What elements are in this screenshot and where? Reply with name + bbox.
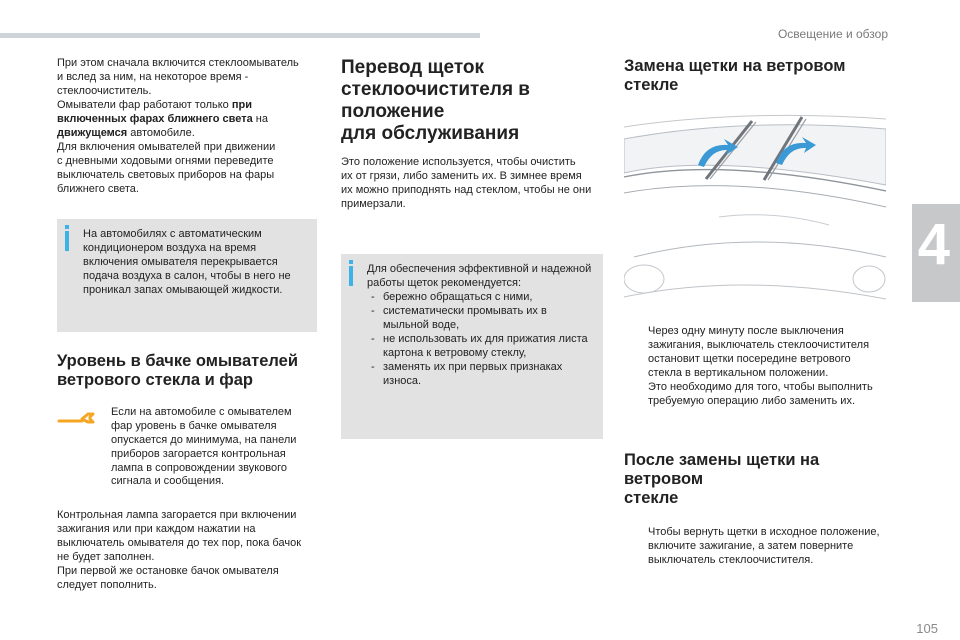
- paragraph-drl: Для включения омывателей при движении с дневными ходовыми огнями переведите выключатель световых приборов на фары ближнего света.: [57, 140, 276, 195]
- header-bar: [0, 33, 480, 38]
- wrench-icon: [57, 408, 97, 428]
- info-icon: [65, 231, 69, 251]
- recommendations-list: [367, 291, 593, 389]
- column-middle: [341, 57, 603, 439]
- info-box-climate: [57, 219, 317, 332]
- list-item: - систематически промывать их в мыльной воде,: [367, 305, 593, 333]
- list-item: - заменять их при первых признаках износа.: [367, 361, 593, 389]
- paragraph: При этом сначала включится стеклоомыватель и вслед за ним, на некоторое время - стеклоочиститель. Омыватели фар работают только при включенных фарах ближнего света на движущемся автомобиле.: [57, 57, 299, 139]
- info-icon: [349, 266, 353, 286]
- after-steps: [624, 526, 886, 568]
- warning-block: [57, 406, 317, 490]
- section-heading-service-position: Перевод щеток стеклоочистителя в положение для обслуживания: [341, 57, 530, 144]
- info-box-wipers: [341, 254, 603, 439]
- page-number: 105: [916, 621, 938, 636]
- list-item: Через одну минуту после выключения зажигания, выключатель стеклоочистителя остановит щетки посередине ветрового стекла в вертикальном положении.: [648, 324, 870, 379]
- list-item: Это необходимо для того, чтобы выполнить требуемую операцию либо заменить их.: [648, 380, 873, 407]
- chapter-number: 4: [917, 212, 950, 277]
- warning-text: Если на автомобиле с омывателем фар уровень в бачке омывателя опускается до минимума, на панели приборов загорается контрольная лампа в сопровождении звукового сигнала и сообщения.: [111, 405, 297, 488]
- section-heading-blade-replacement: Замена щетки на ветровом стекле: [624, 57, 846, 94]
- section-header: Освещение и обзор: [777, 27, 888, 41]
- list-item: Чтобы вернуть щетки в исходное положение, включите зажигание, а затем поверните выключатель стеклоочистителя.: [648, 525, 880, 566]
- list-item: - бережно обращаться с ними,: [367, 291, 593, 305]
- column-right: [624, 57, 886, 568]
- column-left: [57, 57, 317, 593]
- section-heading-washer-level: Уровень в бачке омывателей ветрового стекла и фар: [57, 351, 298, 389]
- paragraph-service-position: Это положение используется, чтобы очистить их от грязи, либо заменить их. В зимнее время их можно приподнять над стеклом, чтобы не они примерзали.: [341, 156, 592, 211]
- section-heading-after-replacement: После замены щетки на ветровом стекле: [624, 450, 820, 507]
- list-item: - не использовать их для прижатия листа картона к ветровому стеклу,: [367, 333, 593, 361]
- windscreen-wipers-illustration: [624, 107, 886, 307]
- paragraph-warning-lamp: Контрольная лампа загорается при включении зажигания или при каждом нажатии на выключатель омывателя до тех пор, пока бачок не будет заполнен. При первой же остановке бачок омывателя следует пополнить.: [57, 509, 302, 592]
- replacement-steps: [624, 325, 886, 409]
- info-intro: Для обеспечения эффективной и надежной работы щеток рекомендуется:: [367, 263, 592, 290]
- info-text: На автомобилях с автоматическим кондиционером воздуха на время включения омывателя перекрывается подача воздуха в салон, чтобы в него не проникал запах омывающей жидкости.: [83, 227, 291, 296]
